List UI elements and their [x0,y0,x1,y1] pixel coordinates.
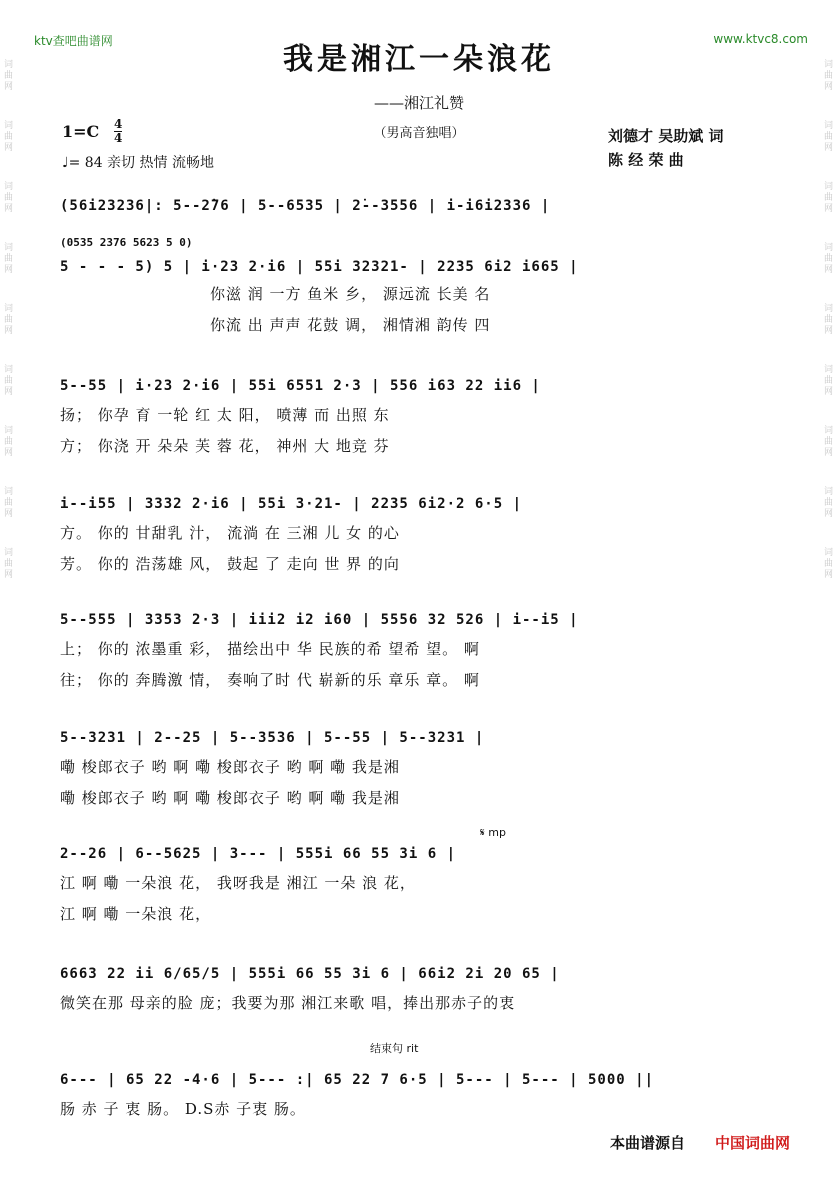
site-watermark-left: ktv查吧曲谱网 [34,34,113,48]
notation-line: 5--555 | 3353 2·3 | iii2 i2 i60 | 5556 32 526 | i--i5 | [60,612,579,628]
key-signature: 1=C [62,122,100,141]
score-row-4 [60,496,770,574]
notation-line: i--i55 | 3332 2·i6 | 55i 3·21- | 2235 6i2·2 6·5 | [60,496,523,512]
notation-line: 5 - - - 5) 5 | i·23 2·i6 | 55i 32321- | 2235 6i2 i665 | [60,259,579,275]
time-top: 4 [114,117,123,131]
margin-watermark-cell: 词 曲 网 [4,548,14,580]
lyric-verse-1: 嘞 梭郎衣子 哟 啊 嘞 梭郎衣子 哟 啊 嘞 我是湘 [60,758,400,776]
score-row-6 [60,730,770,808]
score-row-3 [60,378,770,456]
site-watermark-right: www.ktvc8.com [713,32,808,46]
notation-line: (56i23236|: 5--2̇76 | 5--6535 | 2̇--3556 | i-i6i2336 | [60,198,551,214]
score-row-7 [60,826,770,924]
margin-watermark-cell: 词 曲 网 [4,365,14,397]
margin-watermark-cell: 词 曲 网 [4,60,14,92]
notation-line: 2--26 | 6--5625 | 3--- | 555i 66 55 3i 6 | [60,846,457,862]
lyric-verse-1: 肠 赤 子 衷 肠。 D.S赤 子衷 肠。 [60,1100,306,1118]
notation-line: 5--55 | i·23 2·i6 | 55i 6551 2·3 | 556 i63 22 ii6 | [60,378,541,394]
time-bottom: 4 [114,131,123,145]
credits [608,124,723,172]
margin-watermark-cell: 词 曲 网 [824,121,834,153]
lyric-verse-2: 你流 出 声声 花鼓 调， 湘情湘 韵传 四 [210,316,491,334]
lyric-verse-1: 上； 你的 浓墨重 彩， 描绘出中 华 民族的希 望希 望。 啊 [60,640,480,658]
time-signature [114,118,122,145]
lyric-verse-1: 江 啊 嘞 一朵浪 花， 我呀我是 湘江 一朵 浪 花， [60,874,416,892]
lyric-verse-2: 往； 你的 奔腾激 情， 奏响了时 代 崭新的乐 章乐 章。 啊 [60,671,480,689]
lyricist: 刘德才 吴助斌 词 [608,127,724,145]
voice-type: （男高音独唱） [373,126,465,141]
margin-watermark-left [4,60,16,609]
source-label: 本曲谱源自 [610,1134,686,1152]
score-row-9 [60,1040,770,1119]
lyric-verse-2: 江 啊 嘞 一朵浪 花， [60,905,212,923]
margin-watermark-cell: 词 曲 网 [824,304,834,336]
song-subtitle: ——湘江礼赞 [373,94,464,112]
notation-line: 6--- | 65 22 -4·6 | 5--- :| 65 22 7 6·5 | 5--- | 5--- | 5000 || [60,1072,655,1088]
song-title: 我是湘江一朵浪花 [283,42,555,77]
notation-line: 5--3231 | 2--25 | 5--3536 | 5--55 | 5--3231 | [60,730,485,746]
margin-watermark-cell: 词 曲 网 [824,365,834,397]
ending-rit-marking: 结束句 rit [370,1042,419,1055]
tempo-marking: ♩= 84 亲切 热情 流畅地 [62,155,214,171]
margin-watermark-cell: 词 曲 网 [4,426,14,458]
score-row-1 [60,198,770,214]
lyric-verse-2: 嘞 梭郎衣子 哟 啊 嘞 梭郎衣子 哟 啊 嘞 我是湘 [60,789,400,807]
source-site-link[interactable]: 中国词曲网 [715,1134,791,1152]
margin-watermark-cell: 词 曲 网 [4,121,14,153]
lyric-verse-2: 方； 你浇 开 朵朵 芙 蓉 花， 神州 大 地竞 芬 [60,437,390,455]
score-row-5 [60,612,770,690]
intro-notation: (0535 2376 5623 5 0) [60,236,193,249]
margin-watermark-cell: 词 曲 网 [824,182,834,214]
lyric-verse-1: 微笑在那 母亲的脸 庞；我要为那 湘江来歌 唱，捧出那赤子的衷 [60,994,516,1012]
lyric-verse-1: 你滋 润 一方 鱼米 乡， 源远流 长美 名 [210,285,491,303]
segno-dynamic: 𝄋 mp [480,826,506,839]
margin-watermark-cell: 词 曲 网 [824,487,834,519]
margin-watermark-cell: 词 曲 网 [4,304,14,336]
lyric-verse-2: 芳。 你的 浩荡雄 风， 鼓起 了 走向 世 界 的向 [60,555,400,573]
notation-line: 6663 22 ii 6/65/5 | 555i 66 55 3i 6 | 66i2 2i 20 65 | [60,966,560,982]
composer: 陈 经 荣 曲 [608,151,684,169]
score-row-2 [60,236,770,335]
margin-watermark-cell: 词 曲 网 [824,243,834,275]
margin-watermark-right [824,60,836,609]
lyric-verse-1: 扬； 你孕 育 一轮 红 太 阳， 喷薄 而 出照 东 [60,406,390,424]
score-row-8 [60,966,770,1013]
margin-watermark-cell: 词 曲 网 [824,426,834,458]
margin-watermark-cell: 词 曲 网 [4,182,14,214]
margin-watermark-cell: 词 曲 网 [4,487,14,519]
margin-watermark-cell: 词 曲 网 [824,60,834,92]
lyric-verse-1: 方。 你的 甘甜乳 汁， 流淌 在 三湘 儿 女 的心 [60,524,400,542]
margin-watermark-cell: 词 曲 网 [824,548,834,580]
margin-watermark-cell: 词 曲 网 [4,243,14,275]
